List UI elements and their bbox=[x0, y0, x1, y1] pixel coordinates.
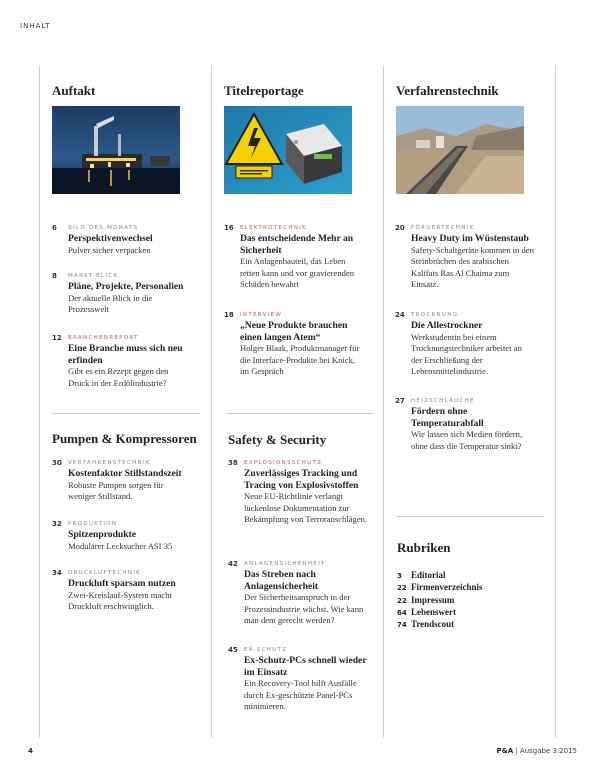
column-title-auftakt: Auftakt bbox=[52, 83, 96, 98]
entry-description: Der aktuelle Blick in die Prozesswelt bbox=[68, 292, 153, 314]
rubrik-item[interactable] bbox=[397, 619, 482, 631]
entry-description: Safety-Schaltgeräte kommen in den Steinbrüchen des arabischen Kalifats Ras Al Chaima zum Einsatz. bbox=[411, 244, 534, 289]
entry-headline: Druckluft sparsam nutzen bbox=[68, 578, 176, 589]
section-divider bbox=[52, 413, 200, 414]
category-label: DRUCKLUFTECHNIK bbox=[68, 570, 142, 576]
page-number: 18 bbox=[224, 311, 234, 319]
entry-headline: Das Streben nach Anlagensicherheit bbox=[244, 569, 319, 592]
toc-entry[interactable] bbox=[52, 569, 192, 613]
section-divider bbox=[396, 516, 544, 517]
entry-description: Neue EU-Richtlinie verlangt lückenlose Dokumentation zur Bekämpfung von Terroranschlägen. bbox=[244, 491, 368, 524]
rubrik-item[interactable] bbox=[397, 607, 482, 619]
rubrik-item[interactable] bbox=[397, 582, 482, 594]
page-number: 22 bbox=[397, 584, 407, 593]
column-divider bbox=[555, 66, 556, 738]
entry-description: Wie lassen sich Medien fördern, ohne dass die Temperatur sinkt? bbox=[411, 429, 523, 451]
entry-headline: Eine Branche muss sich neu erfinden bbox=[68, 343, 183, 366]
column-divider bbox=[211, 66, 212, 738]
entry-description: Holger Blaak, Produktmanager für die Interface-Produkte bei Knick, im Gespräch bbox=[240, 343, 360, 376]
rubrik-label: Impressum bbox=[411, 594, 455, 605]
category-label: VERFAHRENSTECHNIK bbox=[68, 460, 151, 466]
toc-entry[interactable] bbox=[52, 459, 192, 503]
offshore-rig-photo bbox=[52, 106, 180, 194]
column-title-verfahrenstechnik: Verfahrenstechnik bbox=[396, 83, 499, 98]
category-label: BRANCHENREPORT bbox=[68, 335, 139, 341]
rubrik-label: Trendscout bbox=[411, 619, 455, 630]
entry-headline: „Neue Produkte brauchen einen langen Atem“ bbox=[240, 320, 348, 343]
rubrik-item[interactable] bbox=[397, 570, 482, 582]
page-number: 30 bbox=[52, 459, 62, 467]
column-divider bbox=[39, 66, 40, 738]
page-number: 27 bbox=[395, 397, 405, 405]
entry-headline: Fördern ohne Temperaturabfall bbox=[411, 406, 484, 429]
section-label: INHALT bbox=[20, 22, 51, 30]
column-title-titelreportage: Titelreportage bbox=[224, 83, 304, 98]
rubrik-label: Editorial bbox=[411, 570, 446, 580]
entry-description: Ein Anlagenbauteil, das Leben retten kann und vor gravierenden Schäden bewahrt bbox=[240, 256, 355, 289]
toc-entry[interactable] bbox=[228, 646, 368, 713]
page-number: 22 bbox=[397, 596, 407, 605]
page-number: 32 bbox=[52, 520, 62, 528]
rubrik-label: Firmenverzeichnis bbox=[411, 582, 483, 593]
rubrik-item[interactable] bbox=[397, 595, 482, 607]
page-number: 34 bbox=[52, 569, 62, 577]
page-number: 45 bbox=[228, 646, 238, 654]
entry-headline: Ex-Schutz-PCs schnell wieder im Einsatz bbox=[244, 655, 367, 678]
entry-description: Robuste Pumpen sorgen für weniger Stillstand. bbox=[68, 479, 164, 501]
toc-entry[interactable] bbox=[52, 224, 192, 256]
rubrik-label: Lebenswert bbox=[411, 606, 456, 617]
toc-entry[interactable] bbox=[395, 311, 535, 378]
toc-entry[interactable] bbox=[228, 459, 368, 526]
toc-entry[interactable] bbox=[228, 560, 368, 627]
entry-headline: Kostenfaktor Stillstandszeit bbox=[68, 468, 182, 479]
category-label: MARKT-BLICK bbox=[68, 273, 119, 279]
entry-headline: Perspektivenwechsel bbox=[68, 233, 153, 244]
toc-entry[interactable] bbox=[395, 224, 535, 291]
page-number: 38 bbox=[228, 459, 238, 467]
rubriken-list bbox=[397, 570, 482, 631]
page-number: 6 bbox=[52, 224, 57, 232]
section-title-pumpen: Pumpen & Kompressoren bbox=[52, 431, 197, 446]
footer-page-number: 4 bbox=[28, 747, 33, 755]
issue-label: Ausgabe 3.2015 bbox=[519, 747, 577, 755]
category-label: HEIZSCHLÄUCHE bbox=[411, 398, 475, 404]
section-title-safety: Safety & Security bbox=[228, 432, 327, 447]
toc-entry[interactable] bbox=[224, 311, 364, 378]
toc-entry[interactable] bbox=[224, 224, 364, 291]
entry-headline: Spitzenprodukte bbox=[68, 529, 137, 540]
toc-entry[interactable] bbox=[395, 397, 535, 452]
category-label: EX-SCHUTZ bbox=[244, 647, 288, 653]
category-label: BILD DES MONATS bbox=[68, 225, 139, 231]
toc-entry[interactable] bbox=[52, 334, 192, 389]
page-number: 74 bbox=[397, 621, 407, 630]
page-number: 20 bbox=[395, 224, 405, 232]
conveyor-quarry-photo bbox=[396, 106, 524, 194]
page-number: 8 bbox=[52, 272, 57, 280]
page-number: 16 bbox=[224, 224, 234, 232]
entry-description: Modularer Lecksucher ASI 35 bbox=[68, 540, 173, 551]
entry-headline: Zuverlässiges Tracking und Tracing von Explosivstoffen bbox=[244, 468, 359, 491]
category-label: TROCKNUNG bbox=[411, 312, 459, 318]
entry-headline: Die Allestrockner bbox=[411, 320, 483, 331]
column-divider bbox=[383, 66, 384, 738]
page-number: 64 bbox=[397, 608, 407, 617]
toc-entry[interactable] bbox=[52, 520, 192, 552]
category-label: FÖRDERTECHNIK bbox=[411, 225, 475, 231]
power-supply-module-photo bbox=[224, 106, 352, 194]
entry-description: Zwei-Kreislauf-System macht Druckluft erschwinglich. bbox=[68, 589, 172, 611]
page-number: 12 bbox=[52, 334, 62, 342]
category-label: INTERVIEW bbox=[240, 312, 283, 318]
category-label: ELEKTROTECHNIK bbox=[240, 225, 308, 231]
entry-description: Werkstudentin bei einem Trocknungstechniker arbeitet an der Erschließung der Lebensmittelindustrie. bbox=[411, 331, 522, 376]
entry-description: Der Sicherheitsanspruch in der Prozessindustrie wächst. Wie kann man dem gerecht werden? bbox=[244, 592, 364, 625]
category-label: ANLAGENSICHERHEIT bbox=[244, 561, 326, 567]
entry-description: Pulver sicher verpacken bbox=[68, 244, 151, 255]
magazine-name: P&A bbox=[496, 747, 514, 755]
footer-issue: P&A | Ausgabe 3.2015 bbox=[496, 747, 577, 755]
page-number: 24 bbox=[395, 311, 405, 319]
page-number: 3 bbox=[397, 572, 402, 580]
entry-headline: Pläne, Projekte, Personalien bbox=[68, 281, 184, 292]
entry-description: Gibt es ein Rezept gegen den Druck in der Erdölindustrie? bbox=[68, 366, 169, 388]
category-label: PRODUKTION bbox=[68, 521, 118, 527]
page-number: 42 bbox=[228, 560, 238, 568]
entry-headline: Das entscheidende Mehr an Sicherheit bbox=[240, 233, 354, 256]
section-title-rubriken: Rubriken bbox=[397, 540, 451, 555]
entry-description: Ein Recovery-Tool hilft Ausfälle durch Ex-geschützte Panel-PCs minimieren. bbox=[244, 678, 357, 711]
toc-entry[interactable] bbox=[52, 272, 192, 316]
category-label: EXPLOSIONSSCHUTZ bbox=[244, 460, 323, 466]
section-divider bbox=[226, 413, 374, 414]
entry-headline: Heavy Duty im Wüstenstaub bbox=[411, 233, 529, 244]
